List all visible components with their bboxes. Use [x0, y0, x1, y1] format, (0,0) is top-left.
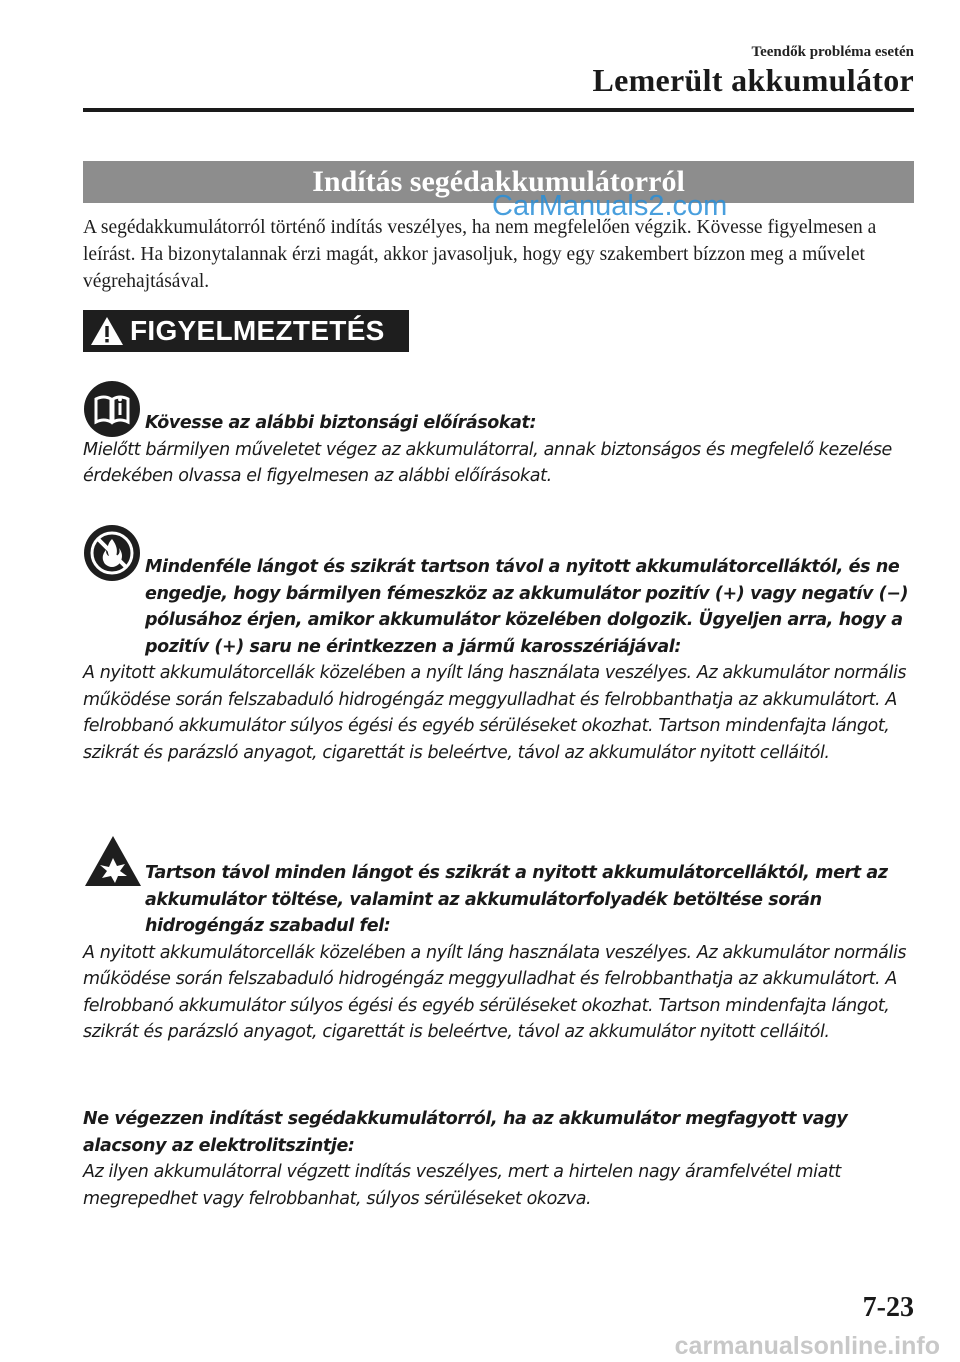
warning-4-heading: Ne végezzen indítást segédakkumulátorról, ha az akkumulátor megfagyott vagy alacsony az elektrolitszintje: [83, 1109, 848, 1156]
header-rule [83, 108, 914, 112]
warning-banner-label: FIGYELMEZTETÉS [130, 315, 385, 346]
header-title: Lemerült akkumulátor [592, 62, 914, 98]
warning-4-body: Az ilyen akkumulátorral végzett indítás veszélyes, mert a hirtelen nagy áramfelvétel miatt megrepedhet vagy felrobbanhat, súlyos sérüléseket okozva. [83, 1162, 841, 1209]
warning-item-4 [83, 1106, 914, 1212]
warning-item-2 [83, 524, 914, 766]
warning-3-body: A nyitott akkumulátorcellák közelében a nyílt láng használata veszélyes. Az akkumulátor normális működése során felszabaduló hidrogéngáz meggyulladhat és felrobbanthatja az akkumulátort. A felrobbanó akkumulátor súlyos égési és egyéb sérüléseket okozhat. Tartson mindenfajta lángot, szikrát és parázsló anyagot, cigarettát is beleértve, távol az akkumulátor nyitott celláitól. [83, 942, 907, 1042]
warning-banner [83, 310, 409, 352]
section-title-bar: Indítás segédakkumulátorról [83, 161, 914, 203]
watermark-link-bottom[interactable]: carmanualsonline.info [674, 1332, 940, 1360]
warning-item-1 [83, 380, 914, 490]
warning-1-body: Mielőtt bármilyen műveletet végez az akkumulátorral, annak biztonságos és megfelelő kezelése érdekében olvassa el figyelmesen az alábbi előírásokat. [83, 439, 892, 486]
watermark-link-top[interactable]: CarManuals2.com [492, 190, 728, 222]
page-number: 7-23 [862, 1292, 914, 1323]
header-section-label: Teendők probléma esetén [751, 44, 914, 60]
warning-item-3 [83, 834, 914, 1046]
intro-paragraph: A segédakkumulátorról történő indítás veszélyes, ha nem megfelelően végzik. Kövesse figyelmesen a leírást. Ha bizonytalannak érzi magát, akkor javasoljuk, hogy egy szakembert bízzon meg a művelet végrehajtásával. [83, 217, 877, 292]
warning-triangle-icon [90, 315, 124, 347]
warning-2-body: A nyitott akkumulátorcellák közelében a nyílt láng használata veszélyes. Az akkumulátor normális működése során felszabaduló hidrogéngáz meggyulladhat és felrobbanthatja az akkumulátort. A felrobbanó akkumulátor súlyos égési és egyéb sérüléseket okozhat. Tartson mindenfajta lángot, szikrát és parázsló anyagot, cigarettát is beleértve, távol az akkumulátor nyitott celláitól. [83, 663, 907, 763]
warning-2-heading: Mindenféle lángot és szikrát tartson távol a nyitott akkumulátorcelláktól, és ne engedje, hogy bármilyen fémeszköz az akkumulátor pozitív (+) vagy negatív (−) pólusához érjen, amikor akkumulátor közelében dolgozik. Ügyeljen arra, hogy a pozitív (+) saru ne érintkezzen a jármű karosszériájával: [145, 557, 909, 657]
warning-1-heading: Kövesse az alábbi biztonsági előírásokat: [145, 413, 537, 433]
warning-3-heading: Tartson távol minden lángot és szikrát a nyitott akkumulátorcelláktól, mert az akkumulátor töltése, valamint az akkumulátorfolyadék betöltése során hidrogéngáz szabadul fel: [145, 863, 888, 936]
